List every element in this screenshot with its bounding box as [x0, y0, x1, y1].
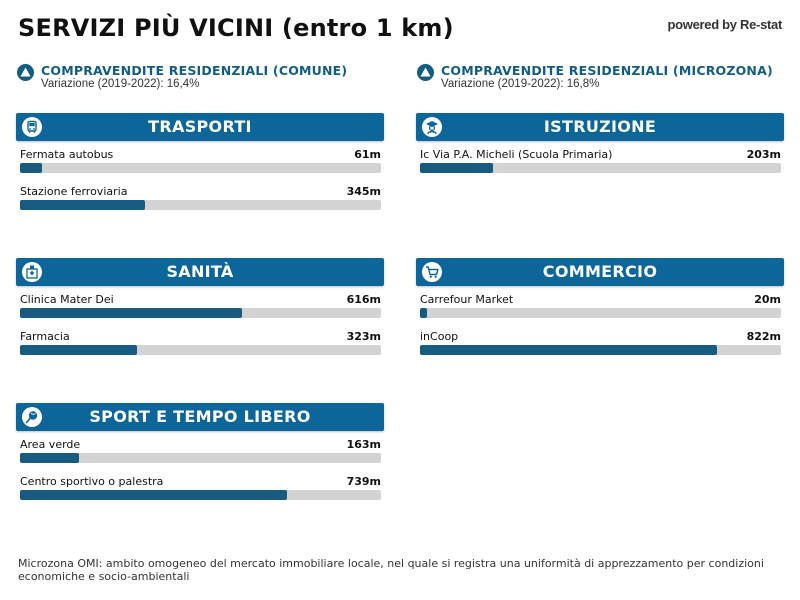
stat-subtitle: Variazione (2019-2022): 16,4% [41, 78, 200, 90]
footer-note: Microzona OMI: ambito omogeneo del mercato immobiliare locale, nel quale si registra una uniformità di apprezzamento per condizioni economiche e socio-ambientali [18, 557, 764, 583]
item-distance: 323m [346, 330, 381, 343]
item-distance: 345m [346, 185, 381, 198]
section-commercio [416, 258, 784, 360]
distance-bar [20, 308, 381, 318]
list-item [16, 178, 384, 215]
stat-title: COMPRAVENDITE RESIDENZIALI (COMUNE) [41, 63, 348, 78]
distance-bar [20, 453, 381, 463]
section-header [16, 403, 384, 431]
item-label: Stazione ferroviaria [20, 185, 128, 198]
section-header [416, 258, 784, 286]
list-item [16, 468, 384, 505]
section-title: COMMERCIO [542, 262, 658, 281]
section-sport [16, 403, 384, 505]
page-title: SERVIZI PIÙ VICINI (entro 1 km) [18, 14, 454, 42]
section-header [16, 258, 384, 286]
item-distance: 61m [354, 148, 381, 161]
section-istruzione [416, 113, 784, 178]
triangle-up-icon [17, 64, 34, 81]
triangle-up-icon [417, 64, 434, 81]
item-distance: 20m [754, 293, 781, 306]
distance-bar-fill [20, 453, 79, 463]
section-title: ISTRUZIONE [543, 117, 657, 136]
section-sanita [16, 258, 384, 360]
item-label: Farmacia [20, 330, 70, 343]
item-distance: 822m [746, 330, 781, 343]
list-item [416, 323, 784, 360]
distance-bar-fill [420, 345, 717, 355]
distance-bar [420, 345, 781, 355]
distance-bar [20, 345, 381, 355]
distance-bar-fill [420, 163, 493, 173]
distance-bar-fill [420, 308, 427, 318]
list-item [416, 141, 784, 178]
list-item [16, 431, 384, 468]
distance-bar-fill [20, 490, 287, 500]
stat-subtitle: Variazione (2019-2022): 16,8% [441, 78, 600, 90]
distance-bar [20, 163, 381, 173]
stat-title: COMPRAVENDITE RESIDENZIALI (MICROZONA) [441, 63, 773, 78]
section-header [16, 113, 384, 141]
distance-bar-fill [20, 163, 42, 173]
distance-bar [420, 163, 781, 173]
powered-by-logo: powered by Re-stat [667, 17, 782, 32]
section-header [416, 113, 784, 141]
distance-bar-fill [20, 308, 242, 318]
distance-bar [20, 490, 381, 500]
distance-bar-fill [20, 345, 137, 355]
list-item [416, 286, 784, 323]
section-title: TRASPORTI [148, 117, 252, 136]
item-distance: 163m [346, 438, 381, 451]
item-label: Centro sportivo o palestra [20, 475, 164, 488]
section-title: SANITÀ [166, 262, 234, 281]
item-distance: 616m [346, 293, 381, 306]
list-item [16, 141, 384, 178]
distance-bar-fill [20, 200, 145, 210]
item-label: Ic Via P.A. Micheli (Scuola Primaria) [420, 148, 613, 161]
item-label: Area verde [20, 438, 81, 451]
section-trasporti [16, 113, 384, 215]
list-item [16, 286, 384, 323]
distance-bar [20, 200, 381, 210]
item-label: Fermata autobus [20, 148, 114, 161]
item-label: inCoop [420, 330, 459, 343]
section-title: SPORT E TEMPO LIBERO [89, 407, 311, 426]
item-label: Clinica Mater Dei [20, 293, 114, 306]
item-distance: 203m [746, 148, 781, 161]
item-distance: 739m [346, 475, 381, 488]
distance-bar [420, 308, 781, 318]
item-label: Carrefour Market [420, 293, 514, 306]
list-item [16, 323, 384, 360]
